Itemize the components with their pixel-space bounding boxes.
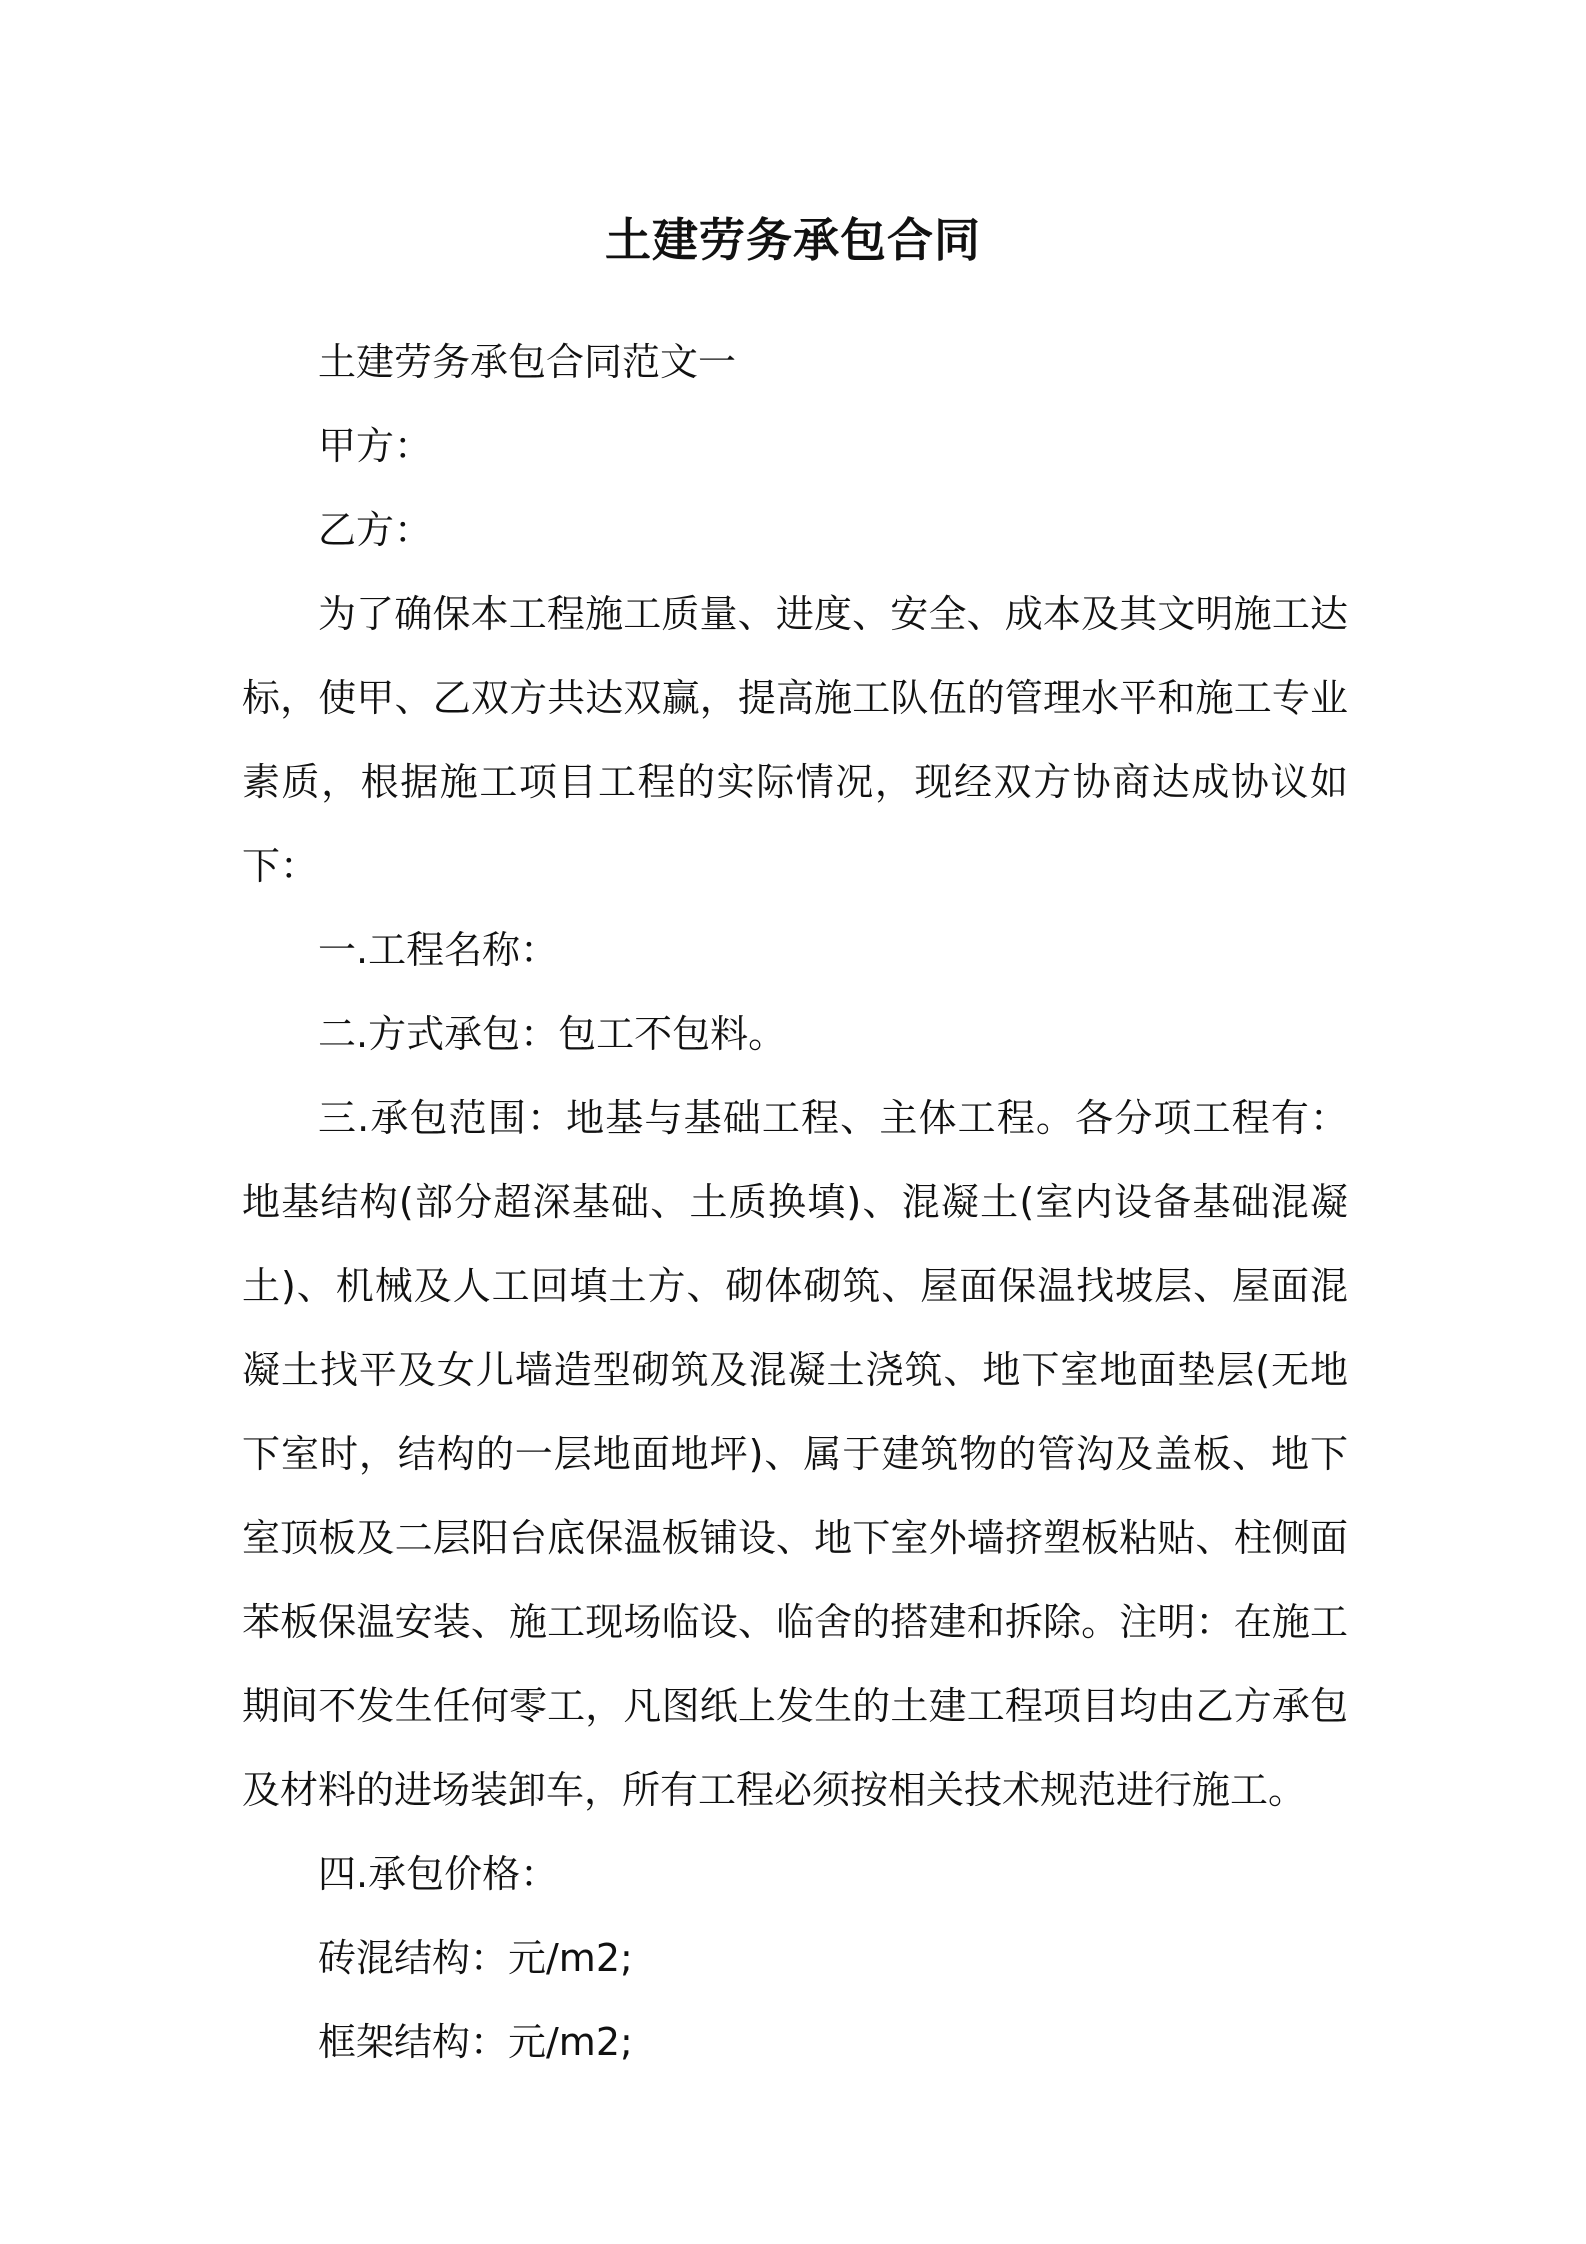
section-project-name: 一.工程名称： (318, 928, 559, 972)
section-contract-price: 四.承包价格： (318, 1852, 559, 1896)
price-frame-structure: 框架结构：元/m2; (318, 2020, 633, 2064)
document-title: 土建劳务承包合同 (605, 213, 981, 267)
party-b-line: 乙方： (318, 508, 433, 552)
section-contract-method: 二.方式承包：包工不包料。 (318, 1012, 787, 1056)
document-body (242, 320, 1348, 2084)
party-a-line: 甲方： (318, 424, 433, 468)
price-brick-concrete: 砖混结构：元/m2; (318, 1936, 633, 1980)
document-subtitle: 土建劳务承包合同范文一 (318, 340, 737, 384)
section-contract-scope: 三.承包范围：地基与基础工程、主体工程。各分项工程有：地基结构(部分超深基础、土质换填)、混凝土(室内设备基础混凝土)、机械及人工回填土方、砌体砌筑、屋面保温找坡层、屋面混凝土找平及女儿墙造型砌筑及混凝土浇筑、地下室地面垫层(无地下室时，结构的一层地面地坪)、属于建筑物的管沟及盖板、地下室顶板及二层阳台底保温板铺设、地下室外墙挤塑板粘贴、柱侧面苯板保温安装、施工现场临设、临舍的搭建和拆除。注明：在施工期间不发生任何零工，凡图纸上发生的土建工程项目均由乙方承包及材料的进场装卸车，所有工程必须按相关技术规范进行施工。 (242, 1096, 1348, 1812)
preamble-paragraph: 为了确保本工程施工质量、进度、安全、成本及其文明施工达标，使甲、乙双方共达双赢，提高施工队伍的管理水平和施工专业素质，根据施工项目工程的实际情况，现经双方协商达成协议如下： (242, 592, 1348, 888)
